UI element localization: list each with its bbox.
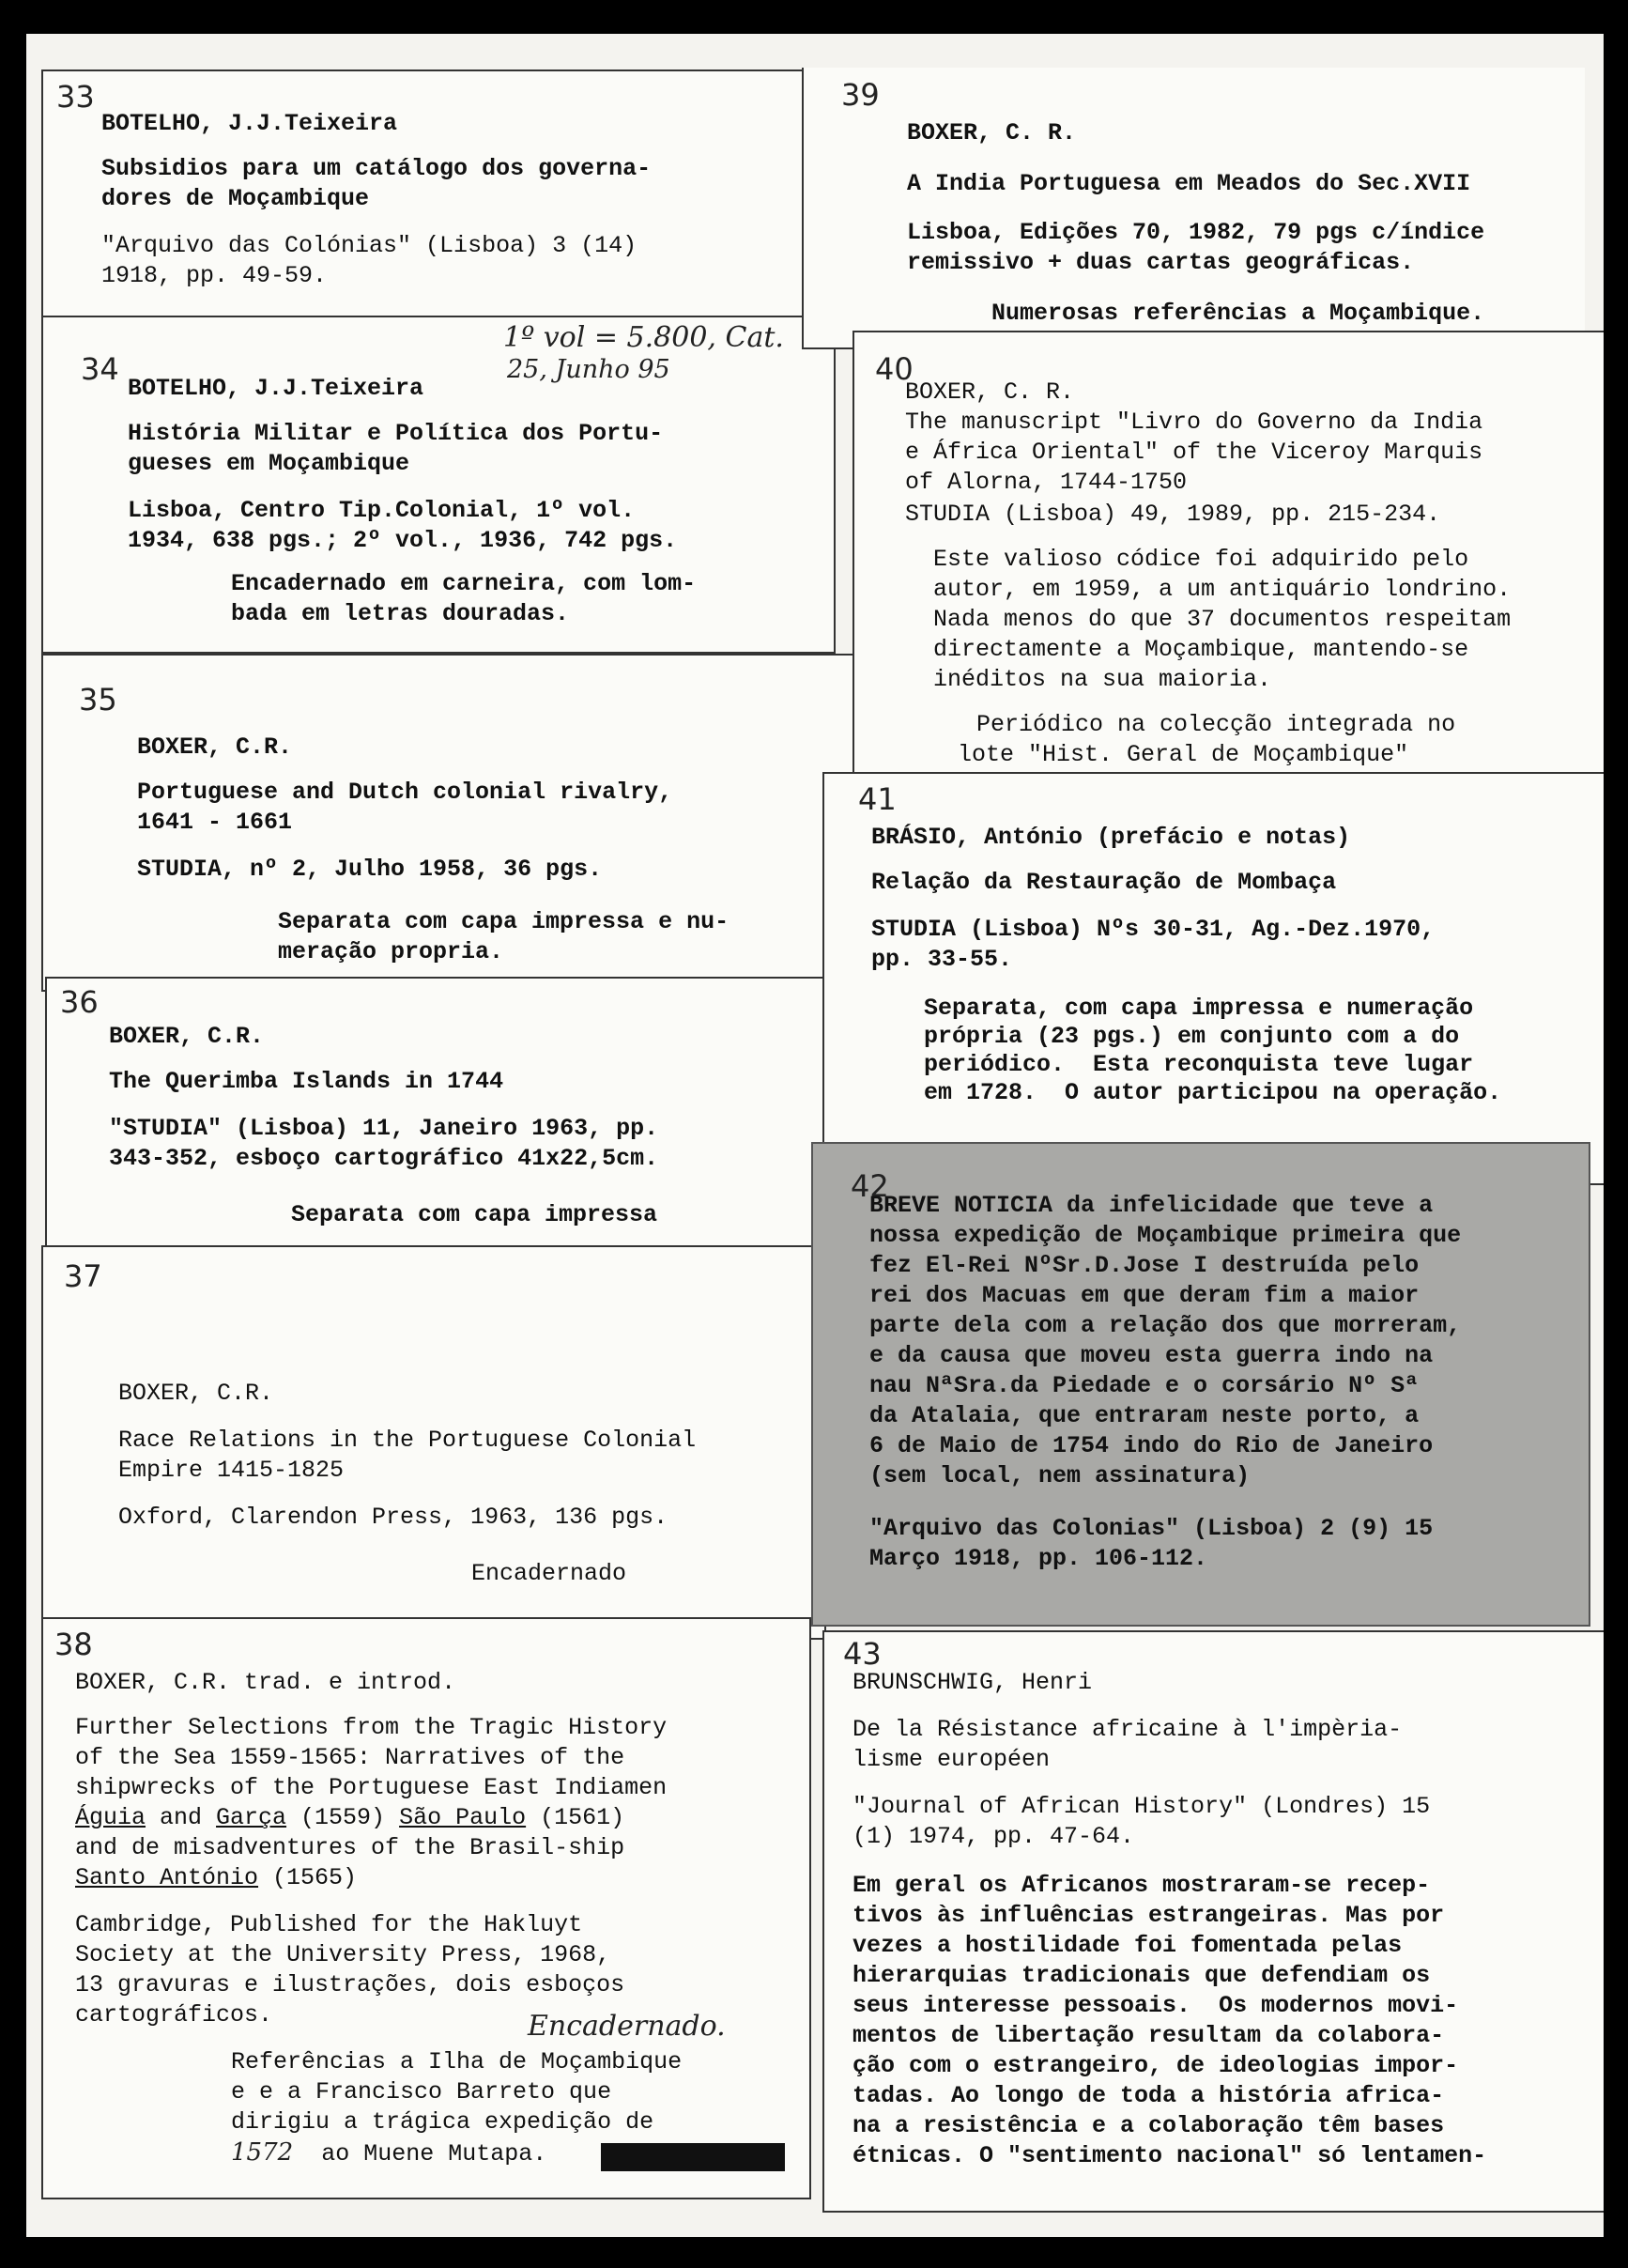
entry-publication-line: Cambridge, Published for the Hakluyt [75,1911,583,1938]
entry-note-line: Separata, com capa impressa e numeração [924,995,1474,1022]
entry-number: 42 [851,1168,889,1204]
entry-source-line: "STUDIA" (Lisboa) 11, Janeiro 1963, pp. [109,1115,659,1142]
entry-33 [41,69,828,351]
entry-author: BRÁSIO, António (prefácio e notas) [871,824,1351,851]
catalog-page [26,34,1604,2237]
ship-name: Águia [75,1804,146,1831]
entry-note: Separata com capa impressa [291,1201,658,1228]
entry-author: BOTELHO, J.J.Teixeira [101,110,398,137]
entry-note-line [231,2137,546,2169]
entry-source-line: pp. 33-55. [871,946,1013,973]
entry-author: BOXER, C. R. [907,119,1077,147]
entry-title-line: dores de Moçambique [101,185,370,212]
entry-title-line: História Militar e Política dos Portu- [128,420,664,447]
entry-title-line: 1641 - 1661 [137,809,293,836]
entry-title-line: rei dos Macuas em que deram fim a maior [869,1282,1420,1309]
entry-note-line: ção com o estrangeiro, de ideologias impor- [852,2052,1459,2079]
text-fragment: (1565) [258,1864,358,1891]
entry-note-line: própria (23 pgs.) em conjunto com a do [924,1023,1460,1050]
entry-title-line: Portuguese and Dutch colonial rivalry, [137,779,673,806]
entry-note-line: vezes a hostilidade foi fomentada pelas [852,1932,1403,1959]
entry-publication-line: Society at the University Press, 1968, [75,1941,611,1968]
entry-title-line: of Alorna, 1744-1750 [905,469,1188,496]
entry-publication-line: cartográficos. [75,2001,273,2029]
entry-source-line: Março 1918, pp. 106-112. [869,1545,1208,1572]
entry-38 [41,1617,811,2199]
entry-title-line: e África Oriental" of the Viceroy Marquis [905,439,1483,466]
entry-number: 41 [858,781,897,817]
entry-source-line: 1918, pp. 49-59. [101,262,328,289]
text-fragment: and [146,1804,217,1831]
entry-author: BOXER, C.R. [109,1023,265,1050]
entry-author: BOXER, C.R. [137,733,293,761]
entry-author: BOTELHO, J.J.Teixeira [128,375,424,402]
ship-name: Santo António [75,1864,259,1891]
entry-note: Encadernado [471,1560,627,1587]
entry-note-line: seus interesse pessoais. Os modernos movi- [852,1992,1459,2019]
entry-note-line: meração propria. [278,938,504,965]
entry-number: 33 [56,79,95,115]
entry-note: Numerosas referências a Moçambique. [991,300,1485,327]
entry-note-line: Encadernado em carneira, com lom- [231,570,697,597]
entry-39 [802,68,1585,349]
entry-note-line: Separata com capa impressa e nu- [278,908,730,935]
entry-note-line: e e a Francisco Barreto que [231,2078,612,2106]
entry-title-line: da Atalaia, que entraram neste porto, a [869,1402,1420,1429]
entry-author: BOXER, C. R. [905,378,1075,406]
entry-title-line: 6 de Maio de 1754 indo do Rio de Janeiro [869,1432,1434,1459]
text-fragment: (1561) [526,1804,625,1831]
ship-name: Garça [216,1804,287,1831]
redaction-bar [601,2143,785,2171]
entry-note-line: tivos às influências estrangeiras. Mas por [852,1902,1445,1929]
entry-note-line: Em geral os Africanos mostraram-se recep- [852,1872,1431,1899]
entry-note-line: inéditos na sua maioria. [933,666,1272,693]
entry-note-line: em 1728. O autor participou na operação. [924,1079,1502,1106]
entry-35 [41,654,862,992]
entry-title-line: Further Selections from the Tragic History [75,1714,668,1741]
entry-number: 34 [81,351,119,387]
entry-title-line: Empire 1415-1825 [118,1457,345,1484]
entry-title-line: of the Sea 1559-1565: Narratives of the [75,1744,625,1771]
entry-number: 37 [64,1258,102,1294]
entry-note-line: directamente a Moçambique, mantendo-se [933,636,1469,663]
entry-title-line: and de misadventures of the Brasil-ship [75,1834,625,1861]
entry-title-line: BREVE NOTICIA da infelicidade que teve a [869,1192,1434,1219]
entry-title-line: fez El-Rei NºSr.D.Jose I destruída pelo [869,1252,1420,1279]
entry-title: A India Portuguesa em Meados do Sec.XVII [907,170,1471,197]
entry-title-line: Subsidios para um catálogo dos governa- [101,155,652,182]
entry-source-line: (1) 1974, pp. 47-64. [852,1823,1135,1850]
entry-number: 35 [79,682,117,717]
entry-author: BOXER, C.R. [118,1380,274,1407]
entry-note-line: periódico. Esta reconquista teve lugar [924,1051,1474,1078]
entry-note-line: autor, em 1959, a um antiquário londrino. [933,576,1512,603]
entry-number: 36 [60,984,99,1020]
entry-note-line: na a resistência e a colaboração têm bases [852,2112,1445,2139]
entry-40 [852,331,1604,781]
entry-source-line: "Arquivo das Colónias" (Lisboa) 3 (14) [101,232,637,259]
entry-title: The Querimba Islands in 1744 [109,1068,504,1095]
entry-note-line: Periódico na colecção integrada no [976,711,1456,738]
entry-title-ships-line [75,1803,624,1833]
entry-author: BOXER, C.R. trad. e introd. [75,1669,456,1696]
entry-title-line: The manuscript "Livro do Governo da India [905,409,1483,436]
entry-author: BRUNSCHWIG, Henri [852,1669,1093,1696]
text-fragment: (1559) [286,1804,400,1831]
entry-source-line: "Journal of African History" (Londres) 15 [852,1793,1431,1820]
entry-title-line: e da causa que moveu esta guerra indo na [869,1342,1434,1369]
entry-title-line: gueses em Moçambique [128,450,410,477]
entry-title-line: lisme européen [852,1746,1051,1773]
entry-source-line: STUDIA (Lisboa) Nºs 30-31, Ag.-Dez.1970, [871,916,1436,943]
entry-number: 38 [54,1627,93,1662]
entry-publication-line: remissivo + duas cartas geográficas. [907,249,1415,276]
entry-36 [45,977,843,1258]
entry-title: Relação da Restauração de Mombaça [871,869,1337,896]
entry-43 [822,1630,1604,2213]
entry-note-line: Este valioso códice foi adquirido pelo [933,546,1469,573]
entry-title-line: nau NªSra.da Piedade e o corsário Nº Sª [869,1372,1420,1399]
entry-publication-line: 1934, 638 pgs.; 2º vol., 1936, 742 pgs. [128,527,678,554]
entry-title-ships-line [75,1863,357,1893]
handwritten-year: 1572 [231,2138,294,2167]
entry-37 [41,1245,826,1640]
entry-note-line: lote "Hist. Geral de Moçambique" [958,741,1409,768]
entry-34 [41,316,836,654]
entry-publication-line: Lisboa, Centro Tip.Colonial, 1º vol. [128,497,636,524]
entry-number: 39 [841,77,880,113]
entry-note-line: mentos de libertação resultam da colabora- [852,2022,1445,2049]
entry-title-line: De la Résistance africaine à l'impèria- [852,1716,1403,1743]
entry-source-line: 343-352, esboço cartográfico 41x22,5cm. [109,1145,659,1172]
entry-note-line: Nada menos do que 37 documentos respeitam [933,606,1512,633]
entry-title-line: (sem local, nem assinatura) [869,1462,1251,1489]
entry-note-line: étnicas. O "sentimento nacional" só lentamen- [852,2142,1487,2169]
entry-note-line: tadas. Ao longo de toda a história africa- [852,2082,1445,2109]
entry-note-line: dirigiu a trágica expedição de [231,2108,654,2136]
entry-source-line: "Arquivo das Colonias" (Lisboa) 2 (9) 15 [869,1515,1434,1542]
entry-42 [811,1142,1590,1627]
text-fragment: ao Muene Mutapa. [321,2140,547,2168]
entry-title-line: nossa expedição de Moçambique primeira que [869,1222,1462,1249]
entry-publication-line: Lisboa, Edições 70, 1982, 79 pgs c/índice [907,219,1485,246]
entry-41 [822,772,1604,1185]
entry-title-line: Race Relations in the Portuguese Colonial [118,1427,697,1454]
price-note: 1º vol = 5.800, Cat. [503,321,784,354]
entry-note-line: bada em letras douradas. [231,600,570,627]
entry-publication: Oxford, Clarendon Press, 1963, 136 pgs. [118,1504,668,1531]
entry-publication-line: 13 gravuras e ilustrações, dois esboços [75,1971,625,1998]
date-note: 25, Junho 95 [507,355,670,384]
handwritten-note: Encadernado. [528,2010,726,2043]
entry-number: 43 [843,1636,882,1672]
entry-source: STUDIA, nº 2, Julho 1958, 36 pgs. [137,856,603,883]
entry-title-line: shipwrecks of the Portuguese East Indiamen [75,1774,668,1801]
entry-number: 40 [875,351,914,387]
entry-title-line: parte dela com a relação dos que morreram, [869,1312,1462,1339]
entry-note-line: hierarquias tradicionais que defendiam os [852,1962,1431,1989]
ship-name: São Paulo [399,1804,527,1831]
entry-note-line: Referências a Ilha de Moçambique [231,2048,683,2075]
entry-source: STUDIA (Lisboa) 49, 1989, pp. 215-234. [905,501,1441,528]
